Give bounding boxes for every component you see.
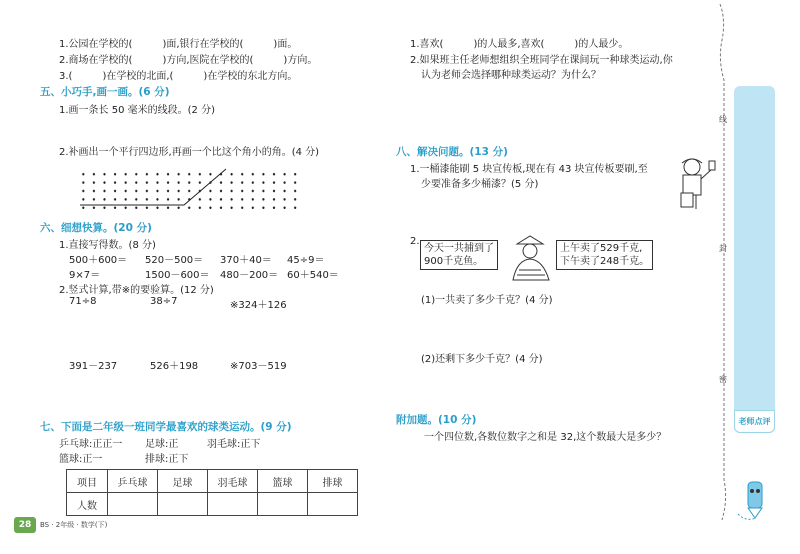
table-header: 篮球: [258, 470, 308, 493]
table-cell[interactable]: [208, 493, 258, 516]
binding-char: 密: [719, 375, 727, 384]
tally-item: 羽毛球:正下: [207, 439, 261, 450]
sports-table: [66, 469, 358, 516]
table-cell[interactable]: [308, 493, 358, 516]
section-6-sub1: 1.直接写得数。(8 分): [59, 240, 156, 251]
binding-char: 线: [719, 115, 727, 124]
vertical-item: 38÷7: [150, 296, 178, 307]
table-cell[interactable]: [158, 493, 208, 516]
tally-item: 篮球:正一: [59, 454, 103, 465]
section-8-q2-1: (1)一共卖了多少千克？(4 分): [421, 295, 553, 306]
section-5-q1: 1.画一条长 50 毫米的线段。(2 分): [59, 105, 215, 116]
q6-1-text: 1.公园在学校的( )面,银行在学校的( )面。: [59, 39, 298, 50]
extra-question: 一个四位数,各数位数字之和是 32,这个数最大是多少？: [424, 432, 667, 443]
bubble-line: 上午卖了529千克,: [560, 243, 643, 254]
mascot-pencil-icon: [736, 478, 774, 522]
binding-char: 封: [719, 244, 727, 253]
vertical-item: ※324＋126: [230, 300, 287, 311]
table-row-label: 人数: [67, 493, 108, 516]
footer-text: BS · 2年级 · 数学(下): [40, 521, 108, 529]
fisher-illustration-icon: [505, 234, 555, 282]
calc-item: 45÷9＝: [287, 255, 325, 266]
bubble-line: 下午卖了248千克。: [560, 256, 650, 267]
bubble-line: 今天一共捕到了: [424, 243, 494, 254]
section-8-q1b: 少要准备多少桶漆？(5 分): [421, 179, 539, 190]
bubble-line: 900千克鱼。: [424, 256, 484, 267]
section-8-q1a: 1.一桶漆能刷 5 块宣传板,现在有 43 块宣传板要刷,至: [410, 164, 648, 175]
painter-illustration-icon: [672, 155, 718, 211]
table-header: 羽毛球: [208, 470, 258, 493]
section-5-title: 五、小巧手,画一画。(6 分): [40, 86, 170, 98]
teacher-comment-panel[interactable]: [734, 86, 775, 433]
binding-line: [716, 0, 736, 554]
section-6-title: 六、细想快算。(20 分): [40, 222, 152, 234]
table-header: 项目: [67, 470, 108, 493]
table-row: [67, 493, 358, 516]
table-cell[interactable]: [258, 493, 308, 516]
page-number: 28: [14, 517, 36, 533]
section-8-title: 八、解决问题。(13 分): [396, 146, 508, 158]
speech-bubble-left: [420, 240, 498, 270]
calc-item: 480－200＝: [220, 270, 279, 281]
calc-item: 520－500＝: [145, 255, 204, 266]
calc-item: 1500－600＝: [145, 270, 210, 281]
table-row: [67, 470, 358, 493]
q7-2-text-a: 2.如果班主任老师想组织全班同学在课间玩一种球类运动,你: [410, 55, 673, 66]
table-header: 乒乓球: [108, 470, 158, 493]
table-header: 足球: [158, 470, 208, 493]
section-7-title: 七、下面是二年级一班同学最喜欢的球类运动。(9 分): [40, 421, 292, 433]
table-header: 排球: [308, 470, 358, 493]
section-8-q2-2: (2)还剩下多少千克？(4 分): [421, 354, 543, 365]
calc-item: 60＋540＝: [287, 270, 339, 281]
vertical-item: ※703－519: [230, 361, 287, 372]
q6-2-text: 2.商场在学校的( )方向,医院在学校的( )方向。: [59, 55, 318, 66]
tally-item: 乒乓球:正正一: [59, 439, 123, 450]
q7-2-text-b: 认为老师会选择哪种球类运动？为什么？: [421, 70, 601, 81]
tally-item: 足球:正: [145, 439, 179, 450]
teacher-comment-label: 老师点评: [734, 410, 775, 433]
q6-3-text: 3.( )在学校的北面,( )在学校的东北方向。: [59, 71, 298, 82]
vertical-item: 526＋198: [150, 361, 199, 372]
extra-title: 附加题。(10 分): [396, 414, 477, 426]
calc-item: 370＋40＝: [220, 255, 272, 266]
calc-item: 500＋600＝: [69, 255, 128, 266]
tally-item: 排球:正下: [145, 454, 189, 465]
vertical-item: 391－237: [69, 361, 118, 372]
q7-1-text: 1.喜欢( )的人最多,喜欢( )的人最少。: [410, 39, 629, 50]
section-8-q2: 2.: [410, 236, 420, 247]
section-6-sub2: 2.竖式计算,带※的要验算。(12 分): [59, 285, 214, 296]
section-5-q2: 2.补画出一个平行四边形,再画一个比这个角小的角。(4 分): [59, 147, 320, 158]
angle-figure: [76, 168, 306, 218]
calc-item: 9×7＝: [69, 270, 101, 281]
speech-bubble-right: [556, 240, 653, 270]
table-cell[interactable]: [108, 493, 158, 516]
vertical-item: 71÷8: [69, 296, 97, 307]
